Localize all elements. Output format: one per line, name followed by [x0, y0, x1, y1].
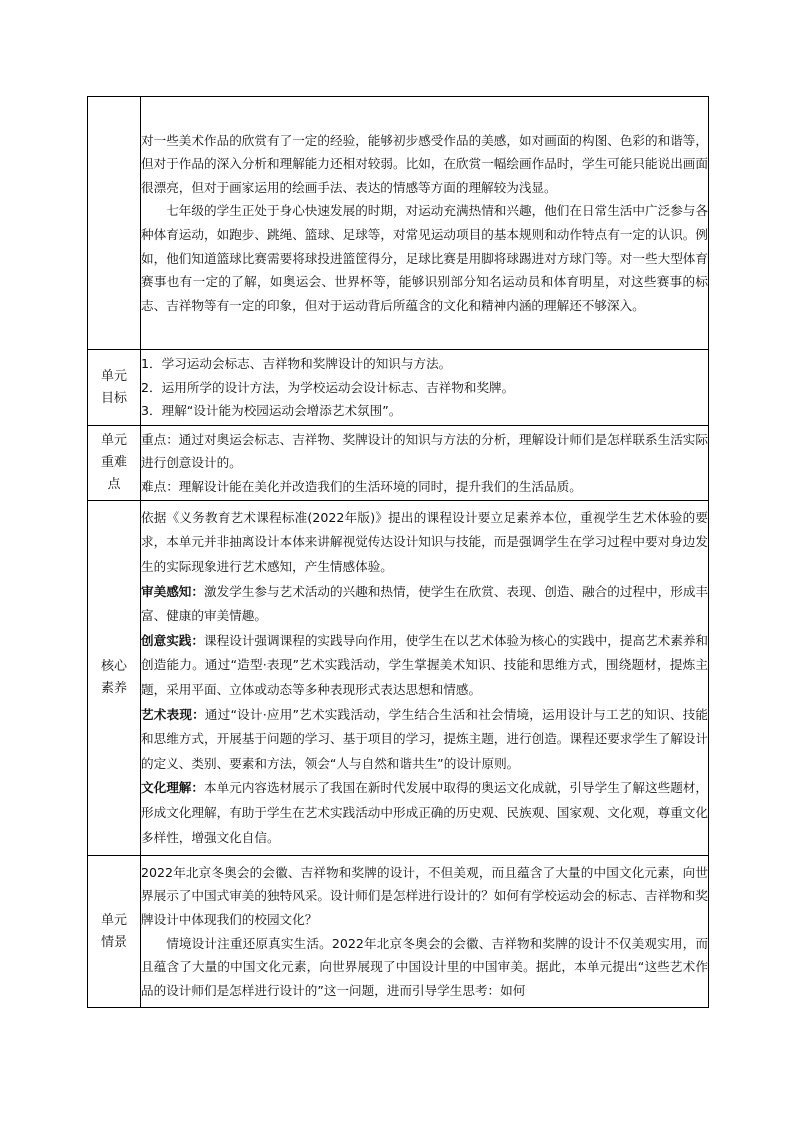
scenario-paragraph-2: 情境设计注重还原真实生活。2022年北京冬奥会的会徽、吉祥物和奖牌的设计不仅美观实用，而且蕴含了大量的中国文化元素，向世界展现了中国设计里的中国审美。据此，本单元提出“这些艺术作品的设计师们是怎样进行设计的”这一问题，进而引导学生思考：如何: [141, 935, 708, 998]
literacy-artistic-expression: [141, 703, 708, 777]
literacy-text: 课程设计强调课程的实践导向作用，使学生在以艺术体验为核心的实践中，提高艺术素养和创造能力。通过“造型·表现”艺术实践活动，学生掌握美术知识、技能和思维方式，围绕题材，提炼主题，采用平面、立体或动态等多种表现形式表达思想和情感。: [141, 632, 709, 697]
unit-objectives-cell: [141, 350, 709, 426]
literacy-creative-practice: [141, 629, 708, 703]
row-heading-core-literacy: [88, 501, 141, 856]
literacy-label: 艺术表现：: [141, 706, 205, 722]
literacy-label: 文化理解：: [141, 780, 205, 796]
unit-scenario-cell: [141, 856, 709, 1008]
table-row-student-analysis: [88, 97, 709, 350]
student-analysis-cell: [141, 97, 709, 350]
difficult-point-item: 难点：理解设计能在美化并改造我们的生活环境的同时，提升我们的生活品质。: [141, 478, 582, 494]
literacy-aesthetic-perception: [141, 580, 708, 629]
literacy-text: 通过“设计·应用”艺术实践活动，学生结合生活和社会情境，运用设计与工艺的知识、技能和思维方式，开展基于问题的学习、基于项目的学习，提炼主题，进行创造。课程还要求学生了解设计的定义、类别、要素和方法，领会“人与自然和谐共生”的设计原则。: [141, 706, 708, 771]
heading-label: 单元重难点: [100, 433, 127, 492]
literacy-label: 审美感知：: [141, 583, 205, 599]
row-heading-empty: [88, 97, 141, 350]
literacy-text: 本单元内容选材展示了我国在新时代发展中取得的奥运文化成就，引导学生了解这些题材，形成文化理解，有助于学生在艺术实践活动中形成正确的历史观、民族观、国家观、文化观，尊重文化多样性，增强文化自信。: [141, 780, 709, 845]
literacy-label: 创意实践：: [141, 632, 205, 648]
key-points-cell: [141, 426, 709, 501]
table-row-unit-scenario: [88, 856, 709, 1008]
heading-label: 核心素养: [100, 659, 127, 696]
objective-item-3: 3．理解“设计能为校园运动会增添艺术氛围”。: [141, 403, 402, 419]
table-row-key-points: [88, 426, 709, 501]
row-heading-unit-objectives: [88, 350, 141, 426]
key-point-item: 重点：通过对奥运会标志、吉祥物、奖牌设计的知识与方法的分析，理解设计师们是怎样联系生活实际进行创意设计的。: [141, 431, 708, 471]
core-literacy-intro: 依据《义务教育艺术课程标准(2022年版)》提出的课程设计要立足素养本位，重视学生艺术体验的要求，本单元并非抽离设计本体来讲解视觉传达设计知识与技能，而是强调学生在学习过程中要对身边发生的实际现象进行艺术感知，产生情感体验。: [141, 509, 708, 575]
row-heading-key-points: [88, 426, 141, 501]
lesson-plan-table: [87, 96, 709, 1008]
heading-label: 单元情景: [100, 912, 127, 950]
heading-label: 单元目标: [100, 368, 127, 406]
table-row-unit-objectives: [88, 350, 709, 426]
literacy-text: 激发学生参与艺术活动的兴趣和热情，使学生在欣赏、表现、创造、融合的过程中，形成丰富、健康的审美情趣。: [141, 583, 709, 624]
analysis-paragraph-2: 七年级的学生正处于身心快速发展的时期，对运动充满热情和兴趣，他们在日常生活中广泛参与各种体育运动，如跑步、跳绳、篮球、足球等，对常见运动项目的基本规则和动作特点有一定的认识。例如，他们知道篮球比赛需要将球投进篮筐得分，足球比赛是用脚将球踢进对方球门等。对一些大型体育赛事也有一定的了解，如奥运会、世界杯等，能够识别部分知名运动员和体育明星，对这些赛事的标志、吉祥物等有一定的印象，但对于运动背后所蕴含的文化和精神内涵的理解还不够深入。: [141, 203, 708, 313]
core-literacy-cell: [141, 501, 709, 856]
literacy-cultural-understanding: [141, 776, 708, 850]
objective-item-2: 2．运用所学的设计方法，为学校运动会设计标志、吉祥物和奖牌。: [141, 379, 515, 395]
analysis-paragraph-1: 对一些美术作品的欣赏有了一定的经验，能够初步感受作品的美感，如对画面的构图、色彩的和谐等，但对于作品的深入分析和理解能力还相对较弱。比如，在欣赏一幅绘画作品时，学生可能只能说出画面很漂亮，但对于画家运用的绘画手法、表达的情感等方面的理解较为浅显。: [141, 132, 708, 195]
objective-item-1: 1．学习运动会标志、吉祥物和奖牌设计的知识与方法。: [141, 356, 452, 372]
scenario-paragraph-1: 2022年北京冬奥会的会徽、吉祥物和奖牌的设计，不但美观，而且蕴含了大量的中国文化元素，向世界展示了中国式审美的独特风采。设计师们是怎样进行设计的？如何有学校运动会的标志、吉祥物和奖牌设计中体现我们的校园文化？: [141, 864, 708, 927]
row-heading-unit-scenario: [88, 856, 141, 1008]
table-row-core-literacy: [88, 501, 709, 856]
